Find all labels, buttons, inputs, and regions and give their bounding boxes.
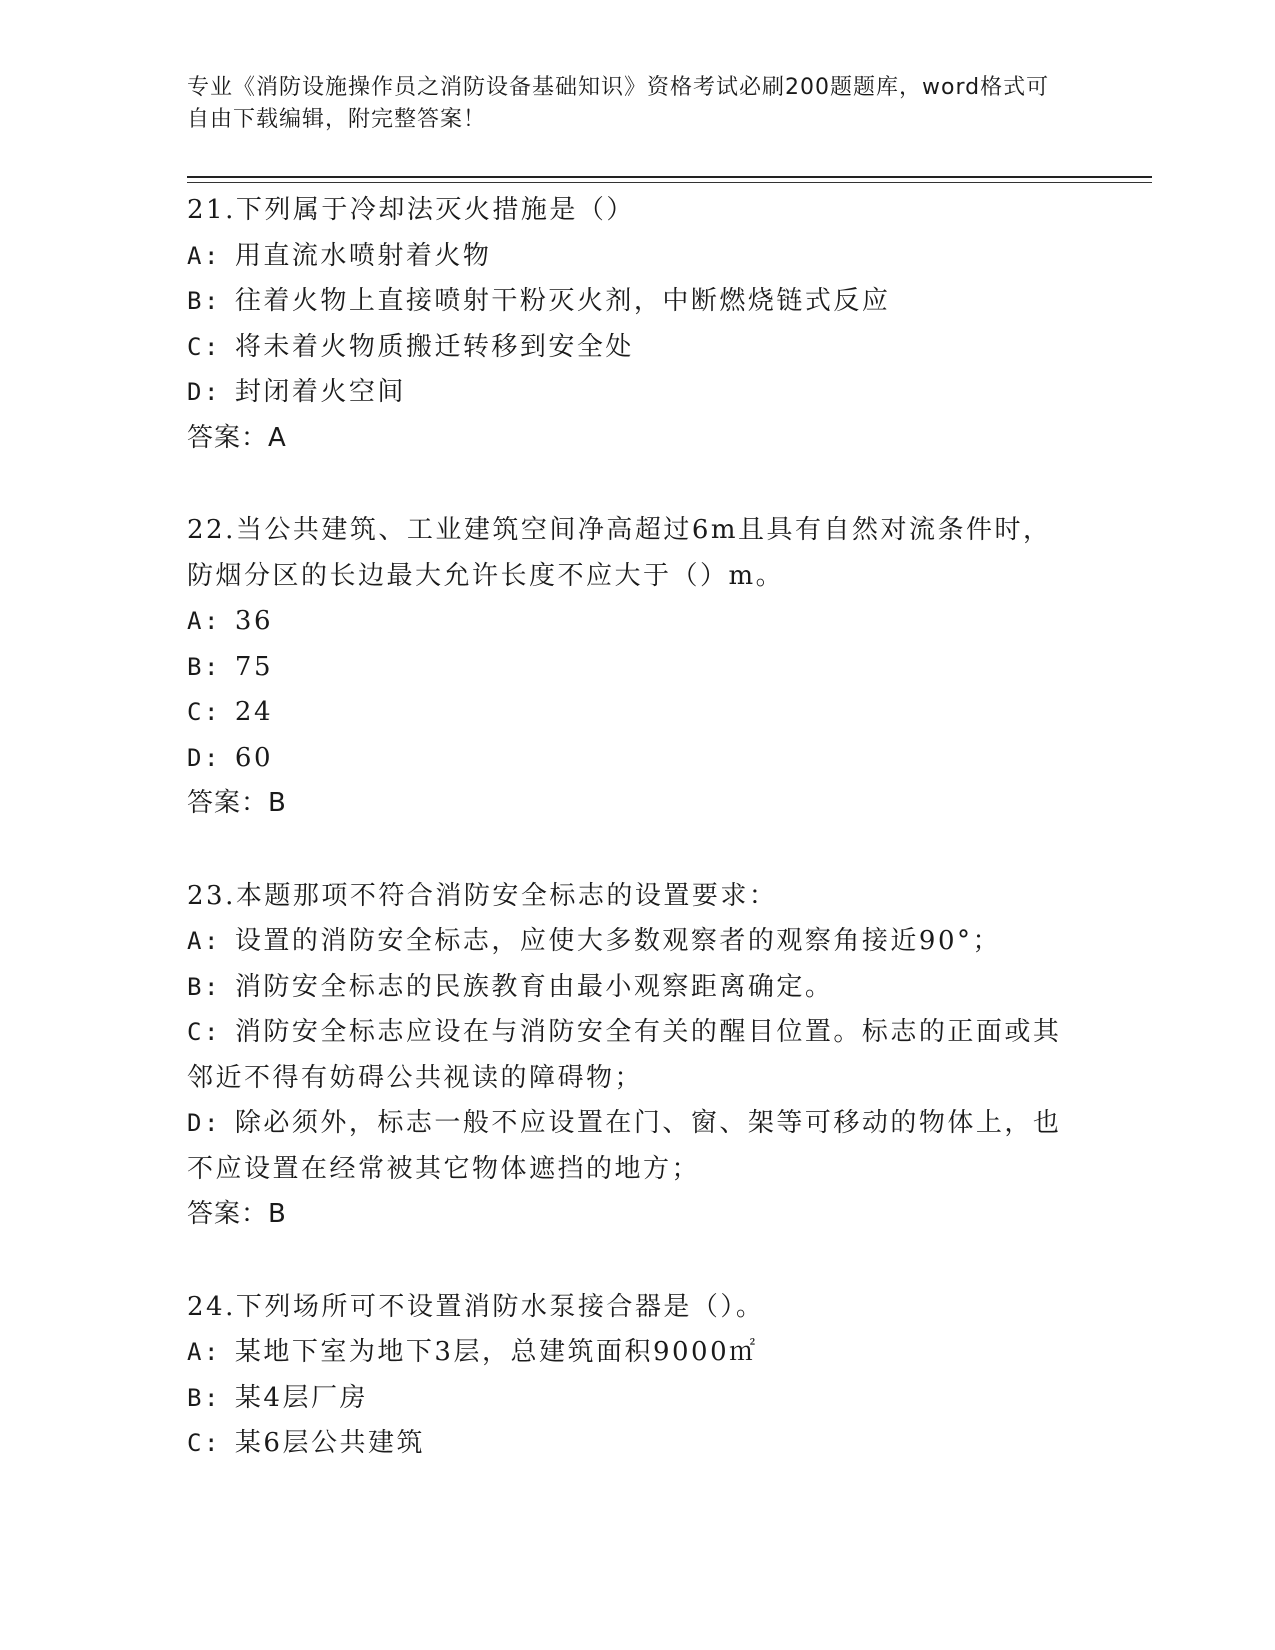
- option-a: [187, 234, 1077, 280]
- option-text: 往着火物上直接喷射干粉灭火剂，中断燃烧链式反应: [234, 286, 891, 316]
- question-stem: 21.下列属于冷却法灭火措施是（）: [187, 195, 635, 225]
- option-text: 封闭着火空间: [234, 377, 406, 407]
- option-letter: A:: [187, 607, 221, 635]
- option-b: [187, 1376, 1077, 1422]
- option-letter: A:: [187, 927, 221, 955]
- option-letter: A:: [187, 241, 221, 270]
- option-letter: D:: [187, 378, 221, 406]
- option-text: 60: [234, 742, 273, 773]
- question-21: [187, 188, 1077, 461]
- option-b: [187, 279, 1077, 325]
- question-stem: 24.下列场所可不设置消防水泵接合器是（）。: [187, 1291, 765, 1322]
- question-24: [187, 1285, 1077, 1467]
- option-c: [187, 690, 1077, 736]
- option-d: [187, 370, 1077, 416]
- option-letter: B:: [187, 652, 221, 681]
- header-divider-thick: [187, 176, 1152, 178]
- option-text: 设置的消防安全标志，应使大多数观察者的观察角接近90°；: [234, 926, 1001, 956]
- option-text: 36: [234, 606, 273, 636]
- question-22: [187, 508, 1077, 827]
- option-letter: C:: [187, 1018, 221, 1046]
- option-letter: B:: [187, 287, 221, 315]
- option-d: [187, 1101, 1077, 1192]
- option-text: 某4层厂房: [234, 1382, 368, 1413]
- document-header: 专业《消防设施操作员之消防设备基础知识》资格考试必刷200题题库，word格式可自由下载编辑，附完整答案！: [187, 75, 1050, 132]
- option-c: [187, 325, 1077, 371]
- answer-line: 答案：B: [187, 1199, 287, 1229]
- option-letter: A:: [187, 1338, 221, 1366]
- option-letter: C:: [187, 1429, 221, 1457]
- option-text: 消防安全标志的民族教育由最小观察距离确定。: [234, 971, 834, 1002]
- option-a: [187, 919, 1077, 965]
- option-text: 消防安全标志应设在与消防安全有关的醒目位置。标志的正面或其邻近不得有妨碍公共视读的障碍物；: [187, 1017, 1062, 1093]
- question-stem: 22.当公共建筑、工业建筑空间净高超过6m且具有自然对流条件时，防烟分区的长边最大允许长度不应大于（）m。: [187, 515, 1052, 591]
- question-23: [187, 874, 1077, 1238]
- header-divider-thin: [187, 182, 1152, 183]
- option-d: [187, 736, 1077, 782]
- option-c: [187, 1010, 1077, 1101]
- option-letter: D:: [187, 1109, 221, 1137]
- option-text: 某6层公共建筑: [234, 1428, 425, 1458]
- answer-line: 答案：A: [187, 422, 287, 453]
- option-a: [187, 599, 1077, 645]
- option-text: 除必须外，标志一般不应设置在门、窗、架等可移动的物体上，也不应设置在经常被其它物体遮挡的地方；: [187, 1108, 1062, 1184]
- option-letter: C:: [187, 698, 221, 726]
- option-b: [187, 965, 1077, 1011]
- option-b: [187, 645, 1077, 691]
- question-list: [187, 188, 1077, 1514]
- option-letter: C:: [187, 332, 221, 361]
- option-text: 用直流水喷射着火物: [234, 240, 492, 271]
- option-text: 将未着火物质搬迁转移到安全处: [234, 331, 634, 362]
- option-a: [187, 1330, 1077, 1376]
- option-text: 75: [234, 651, 273, 682]
- option-text: 24: [234, 697, 273, 727]
- question-stem: 23.本题那项不符合消防安全标志的设置要求：: [187, 880, 778, 911]
- option-letter: D:: [187, 743, 221, 772]
- answer-line: 答案：B: [187, 788, 287, 818]
- option-letter: B:: [187, 972, 221, 1001]
- option-c: [187, 1421, 1077, 1467]
- option-letter: B:: [187, 1383, 221, 1412]
- option-text: 某地下室为地下3层，总建筑面积9000㎡: [234, 1337, 758, 1367]
